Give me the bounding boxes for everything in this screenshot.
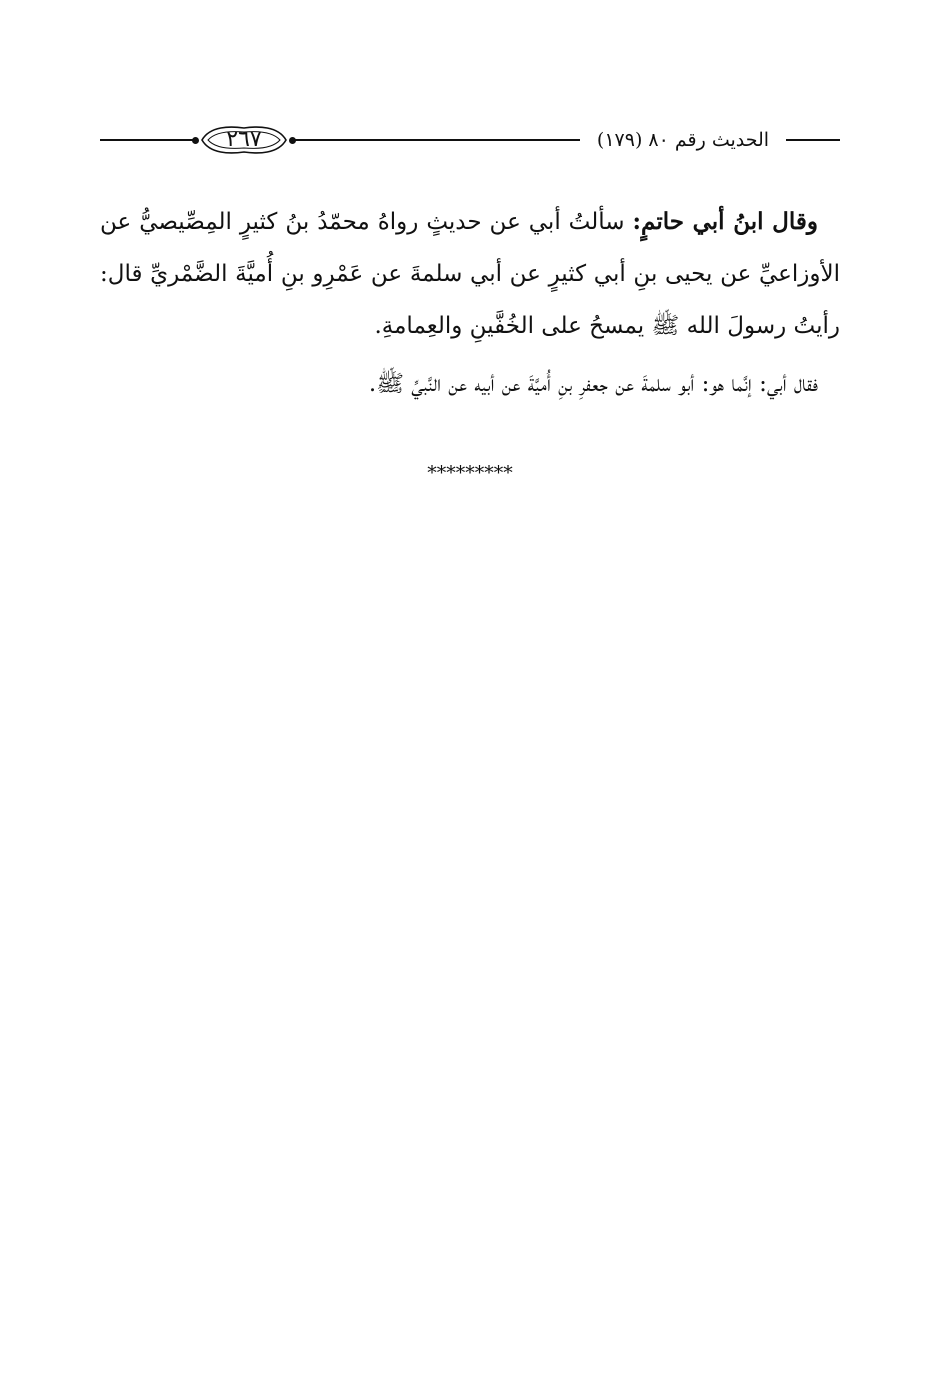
page-number: ٢٦٧ [226, 127, 262, 152]
hadith-text [100, 196, 840, 410]
paragraph-text: سألتُ أبي عن حديثٍ رواهُ محمّدُ بنُ كثيرٍ المِصِّيصيُّ عن الأوزاعيِّ عن يحيى بنِ أبي كثيرٍ عن أبي سلمةَ عن عَمْرِو بنِ أُميَّةَ الضَّمْريِّ قال: رأيتُ رسولَ الله ﷺ يمسحُ على الخُفَّينِ والعِمامةِ. [100, 209, 840, 339]
header-rule-right [786, 139, 840, 141]
page-number-badge [196, 122, 292, 158]
paragraph-answer [100, 358, 840, 410]
section-separator: ********* [427, 462, 513, 484]
running-title: الحديث رقم ٨٠ (١٧٩) [596, 129, 770, 151]
paragraph-question [100, 196, 840, 352]
header-rule-left [100, 139, 194, 141]
paragraph-text: فقال أبي: إنَّما هو: أبو سلمةَ عن جعفرِ بنِ أُميَّةَ عن أبيه عن النَّبيِّ ﷺ. [368, 371, 818, 397]
running-header [100, 118, 840, 162]
header-rule-middle [294, 139, 580, 141]
speaker-label: وقال ابنُ أبي حاتمٍ: [632, 208, 818, 235]
